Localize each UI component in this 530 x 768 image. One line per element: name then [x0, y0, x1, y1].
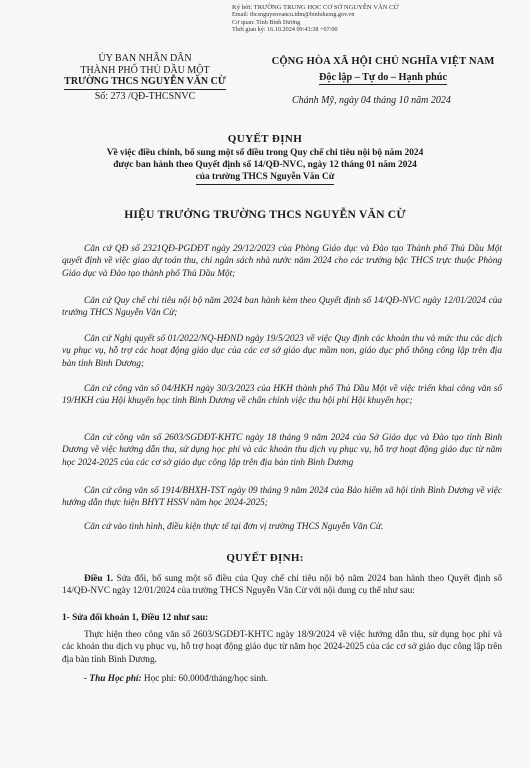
clause-1-text: Thực hiện theo công văn số 2603/SGDĐT-KHTC ngày 18/9/2024 về việc hướng dẫn thu, sử dụng học phí và các khoản thu dịch vụ phục vụ, hỗ trợ hoạt động giáo dục từ năm học 2024-2025 của các cơ sở giáo dục công lập trên địa bàn tỉnh Bình Dương. — [62, 630, 502, 665]
document-title: QUYẾT ĐỊNH — [227, 133, 303, 145]
date-line: Chánh Mỹ, ngày 04 tháng 10 năm 2024 — [292, 95, 451, 106]
signature-org: Cơ quan: Tỉnh Bình Dương — [232, 18, 301, 26]
fee-text: Học phí: 60.000đ/tháng/học sinh. — [141, 674, 269, 684]
basis-paragraph-5: Căn cứ công văn số 2603/SGDĐT-KHTC ngày 18 tháng 9 năm 2024 của Sở Giáo dục và Đào tạo tỉnh Bình Dương về việc hướng dẫn thu, sử dụng học phí và các khoản thu dịch vụ phục vụ, hỗ trợ hoạt động giáo dục từ năm học 2024-2025 của các cơ sở giáo dục công lập trên địa bàn tỉnh Bình Dương — [62, 433, 502, 468]
fee-label: - Thu Học phí: — [84, 674, 142, 684]
nation-name: CỘNG HÒA XÃ HỘI CHỦ NGHĨA VIỆT NAM — [271, 56, 495, 67]
nation-header — [252, 56, 514, 85]
basis-paragraph-6: Căn cứ công văn số 1914/BHXH-TST ngày 09 tháng 9 năm 2024 của Bảo hiểm xã hội tỉnh Bình Dương về việc hướng dẫn thực hiện BHYT HSSV năm học 2024-2025; — [62, 486, 502, 509]
document-subtitle — [0, 147, 530, 185]
subtitle-line3: của trường THCS Nguyễn Văn Cừ — [196, 171, 335, 185]
signature-time: Thời gian ký: 16.10.2024 09:43:38 +07:00 — [232, 26, 338, 34]
article-1-text: Sửa đổi, bổ sung một số điều của Quy chế chi tiêu nội bộ năm 2024 ban hành theo Quyết định số 14/QĐ-NVC ngày 12/01/2024 của trường THCS Nguyễn Văn Cừ với nội dung cụ thể như sau: — [62, 574, 502, 597]
decision-heading: QUYẾT ĐỊNH: — [226, 552, 304, 564]
authority-heading: HIỆU TRƯỞNG TRƯỜNG THCS NGUYỄN VĂN CỪ — [124, 208, 406, 221]
basis-paragraph-2: Căn cứ Quy chế chi tiêu nội bộ năm 2024 ban hành kèm theo Quyết định số 14/QĐ-NVC ngày 12/01/2024 của trường THCS Nguyễn Văn Cừ; — [62, 296, 502, 319]
signature-email: Email: thcsnguyenvancu.tdm@binhduong.gov.vn — [232, 11, 355, 19]
signature-signer: Ký bởi: TRƯỜNG TRUNG HỌC CƠ SỞ NGUYỄN VĂN CỪ — [232, 4, 399, 11]
document-number: Số: 273 /QĐ-THCSNVC — [94, 90, 196, 102]
nation-motto: Độc lập – Tự do – Hạnh phúc — [319, 72, 447, 83]
digital-signature-block — [232, 4, 522, 34]
subtitle-line1: Về việc điều chỉnh, bổ sung một số điều trong Quy chế chi tiêu nội bộ năm 2024 — [106, 148, 424, 158]
issuer-line1: ỦY BAN NHÂN DÂN — [98, 53, 192, 64]
basis-paragraph-7: Căn cứ vào tình hình, điều kiện thực tế tại đơn vị trường THCS Nguyễn Văn Cừ. — [84, 522, 384, 532]
article-1-label: Điều 1. — [84, 574, 114, 584]
basis-paragraph-4: Căn cứ công văn số 04/HKH ngày 30/3/2023 của HKH thành phố Thủ Dầu Một về việc triển khai công văn số 19/HKH của Hội khuyến học tỉnh Bình Dương về chấn chỉnh việc thu hội phí Hội khuyến học; — [62, 384, 502, 407]
basis-paragraph-3: Căn cứ Nghị quyết số 01/2022/NQ-HĐND ngày 19/5/2023 về việc Quy định các khoản thu và mức thu các dịch vụ phục vụ, hỗ trợ các hoạt động giáo dục của các cơ sở giáo dục mầm non, giáo dục phổ thông công lập trên địa bàn tỉnh Bình Dương; — [62, 334, 502, 369]
issuer-school: TRƯỜNG THCS NGUYỄN VĂN CỪ — [64, 76, 226, 90]
basis-paragraph-1: Căn cứ QĐ số 2321QĐ-PGDĐT ngày 29/12/2023 của Phòng Giáo dục và Đào tạo Thành phố Thủ Dầu Một quyết định về việc giao dự toán thu, chi ngân sách nhà nước năm 2024 cho các trường bậc THCS trực thuộc Phòng Giáo dục và Đào tạo thành phố Thủ Dầu Một; — [62, 244, 502, 279]
issuer-line2: THÀNH PHỐ THỦ DẦU MỘT — [80, 64, 210, 76]
clause-1-heading: 1- Sửa đổi khoản 1, Điều 12 như sau: — [62, 613, 209, 623]
fee-line — [62, 673, 502, 685]
subtitle-line2: được ban hành theo Quyết định số 14/QĐ-NVC, ngày 12 tháng 01 năm 2024 — [113, 160, 417, 170]
article-1 — [62, 573, 502, 598]
issuer-header — [40, 53, 250, 102]
